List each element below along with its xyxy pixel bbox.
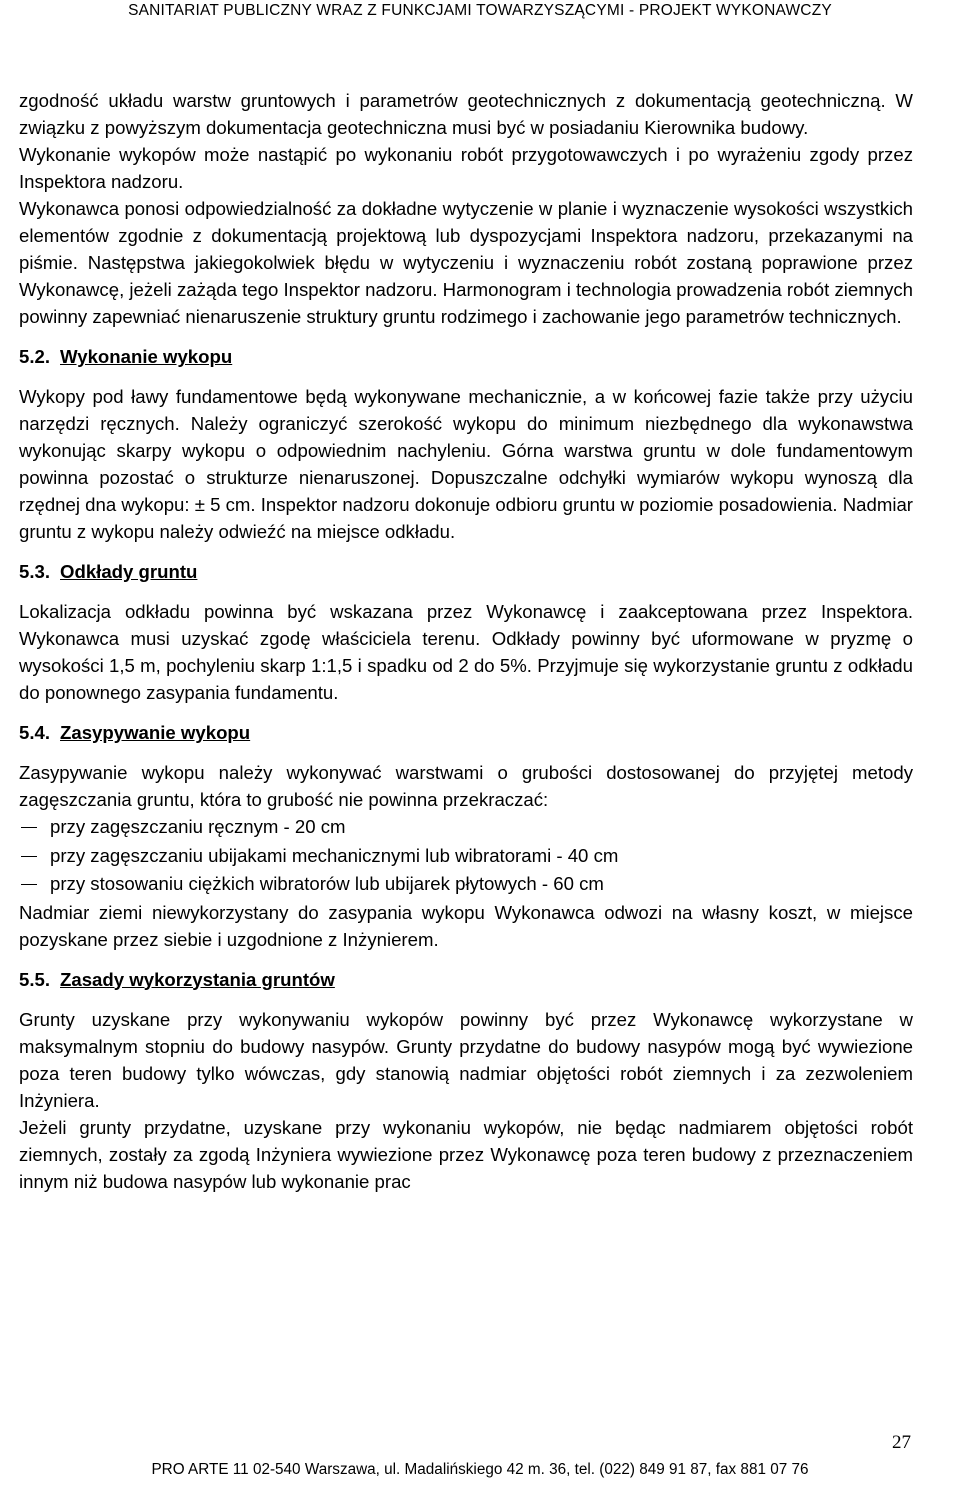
section-5-3-title: Odkłady gruntu (60, 561, 198, 582)
intro-paragraph-3: Wykonawca ponosi odpowiedzialność za dokładne wytyczenie w planie i wyznaczenie wysokości wszystkich elementów zgodnie z dokumentacją projektową lub dyspozycjami Inspektora nadzoru, przekazanymi na piśmie. Następstwa jakiegokolwiek błędu w wytyczeniu i wyznaczeniu robót zostaną poprawione przez Wykonawcę, jeżeli zażąda tego Inspektor nadzoru. Harmonogram i technologia prowadzenia robót ziemnych powinny zapewniać nienaruszenie struktury gruntu rodzimego i zachowanie jego parametrów technicznych. (19, 198, 913, 327)
list-item: przy stosowaniu ciężkich wibratorów lub ubijarek płytowych - 60 cm (19, 870, 913, 899)
section-5-2-heading (19, 342, 913, 371)
section-5-2-title: Wykonanie wykopu (60, 346, 233, 367)
section-5-5-number: 5.5. (19, 968, 51, 990)
section-5-3-paragraph: Lokalizacja odkładu powinna być wskazana przez Wykonawcę i zaakceptowana przez Inspektora. Wykonawca musi uzyskać zgodę właściciela terenu. Odkłady powinny być uformowane w pryzmę o wysokości 1,5 m, pochyleniu skarp 1:1,5 i spadku od 2 do 5%. Przyjmuje się wykorzystanie gruntu z odkładu do ponownego zasypania fundamentu. (19, 601, 913, 703)
section-5-4-paragraph-2: Nadmiar ziemi niewykorzystany do zasypania wykopu Wykonawca odwozi na własny koszt, w miejsce pozyskane przez siebie i uzgodnione z Inżynierem. (19, 901, 913, 950)
section-5-5-heading (19, 965, 913, 994)
running-footer: PRO ARTE 11 02-540 Warszawa, ul. Madalińskiego 42 m. 36, tel. (022) 849 91 87, fax 881 07 76 (151, 1461, 809, 1478)
section-5-5-title: Zasady wykorzystania gruntów (60, 968, 335, 990)
section-5-4-paragraph-1: Zasypywanie wykopu należy wykonywać warstwami o grubości dostosowanej do przyjętej metody zagęszczania gruntu, która to grubość nie powinna przekraczać: (19, 762, 913, 810)
section-5-2-paragraph: Wykopy pod ławy fundamentowe będą wykonywane mechanicznie, a w końcowej fazie także przy użyciu narzędzi ręcznych. Należy ograniczyć szerokość wykopu do minimum niezbędnego dla wykonawstwa wykonując skarpy wykopu o odpowiednim nachyleniu. Górna warstwa gruntu w dole fundamentowym powinna pozostać o strukturze nienaruszonej. Dopuszczalne odchyłki wymiarów wykopu wynoszą dla rzędnej dna wykopu: ± 5 cm. Inspektor nadzoru dokonuje odbioru gruntu w poziomie posadowienia. Nadmiar gruntu z wykopu należy odwieźć na miejsce odkładu. (19, 386, 913, 542)
page-number: 27 (892, 1432, 911, 1453)
document-body (19, 87, 913, 1195)
section-5-4-number: 5.4. (19, 722, 51, 743)
section-5-3-number: 5.3. (19, 561, 51, 582)
section-5-5-paragraph-2: Jeżeli grunty przydatne, uzyskane przy wykonaniu wykopów, nie będąc nadmiarem objętości robót ziemnych, zostały za zgodą Inżyniera wywiezione przez Wykonawcę poza teren budowy z przeznaczeniem innym niż budowa nasypów lub wykonanie prac (19, 1116, 913, 1192)
compaction-thickness-list (19, 813, 913, 899)
section-5-3-heading (19, 557, 913, 586)
running-header: SANITARIAT PUBLICZNY WRAZ Z FUNKCJAMI TOWARZYSZĄCYMI - PROJEKT WYKONAWCZY (128, 2, 832, 19)
section-5-4-heading (19, 718, 913, 747)
list-item: przy zagęszczaniu ubijakami mechanicznymi lub wibratorami - 40 cm (19, 842, 913, 871)
section-5-2-number: 5.2. (19, 346, 51, 367)
section-5-4-title: Zasypywanie wykopu (60, 722, 251, 743)
intro-paragraph-1: zgodność układu warstw gruntowych i parametrów geotechnicznych z dokumentacją geotechniczną. W związku z powyższym dokumentacja geotechniczna musi być w posiadaniu Kierownika budowy. (19, 90, 913, 138)
list-item: przy zagęszczaniu ręcznym - 20 cm (19, 813, 913, 842)
intro-paragraph-2: Wykonanie wykopów może nastąpić po wykonaniu robót przygotowawczych i po wyrażeniu zgody przez Inspektora nadzoru. (19, 144, 913, 192)
section-5-5-paragraph-1: Grunty uzyskane przy wykonywaniu wykopów powinny być przez Wykonawcę wykorzystane w maksymalnym stopniu do budowy nasypów. Grunty przydatne do budowy nasypów mogą być wywiezione poza teren budowy tylko wówczas, gdy stanowią nadmiar objętości robót ziemnych i za zezwoleniem Inżyniera. (19, 1008, 913, 1111)
